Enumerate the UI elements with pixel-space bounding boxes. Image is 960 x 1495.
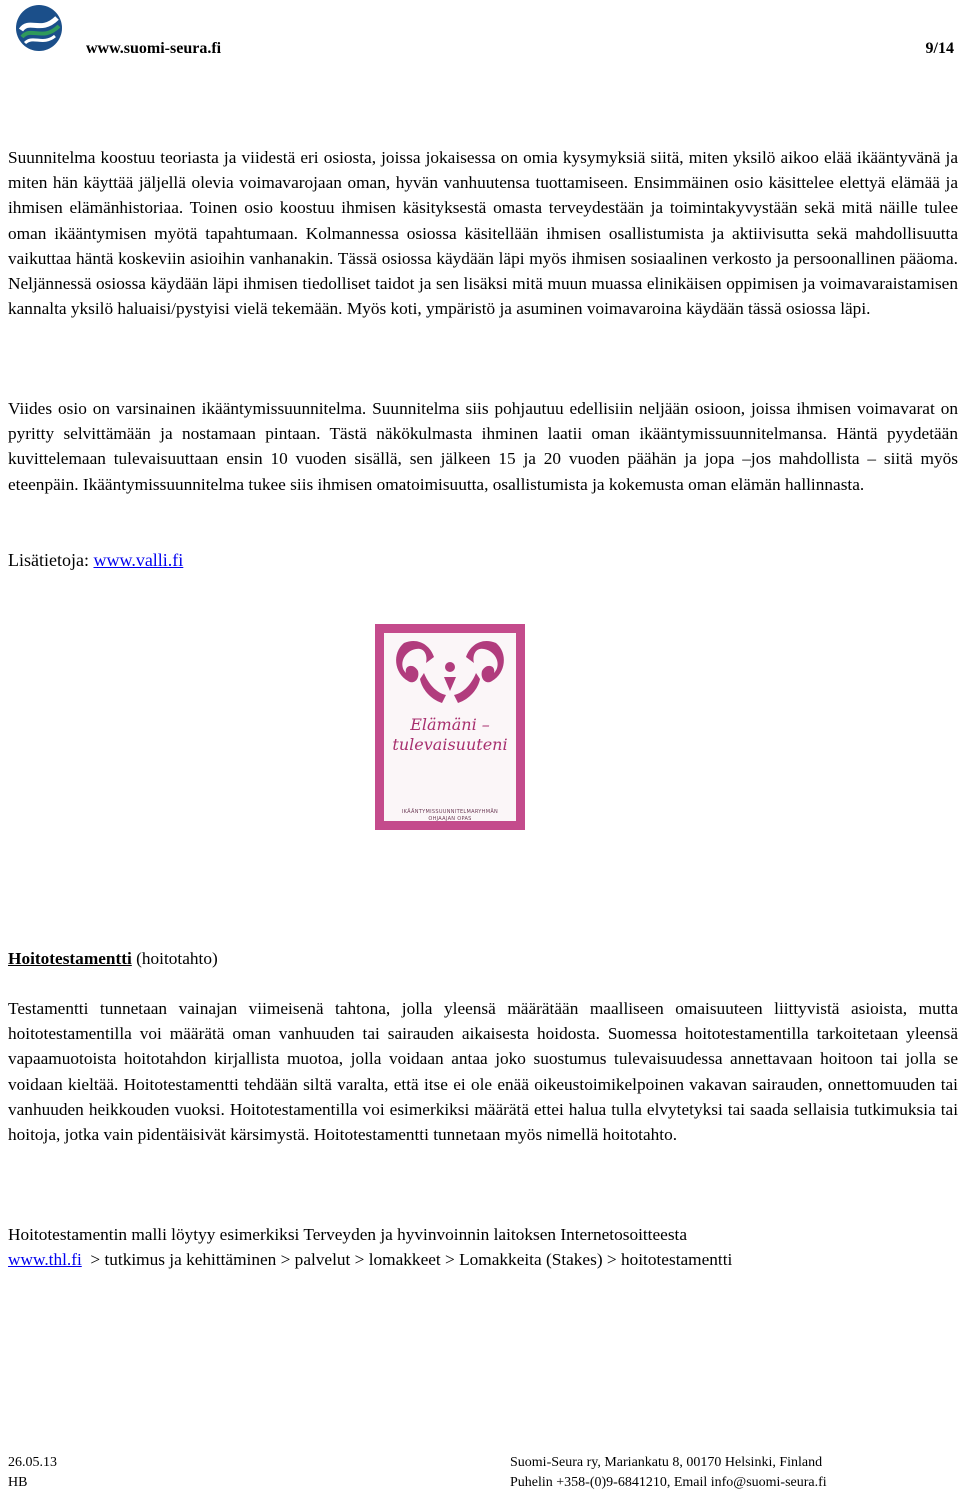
- book-title-line2: tulevaisuuteni: [392, 735, 508, 754]
- book-cover-image: [375, 624, 525, 830]
- plan-paragraph: [8, 396, 958, 497]
- more-info-line: [8, 548, 958, 573]
- footer-initials: HB: [8, 1475, 28, 1490]
- suomi-seura-logo-icon: [15, 4, 63, 52]
- book-title-line1: Elämäni –: [410, 715, 490, 734]
- thl-link[interactable]: www.thl.fi: [8, 1250, 82, 1270]
- book-subtitle-line2: OHJAAJAN OPAS: [428, 816, 472, 822]
- bird-ornament-icon: [384, 633, 516, 713]
- form-location-paragraph: [8, 1222, 958, 1272]
- page-number: 9/14: [925, 40, 954, 57]
- book-subtitle: [384, 809, 516, 823]
- intro-paragraph: [8, 145, 958, 321]
- living-will-paragraph: [8, 996, 958, 1147]
- section-heading: [8, 946, 218, 971]
- form-location-text: Hoitotestamentin malli löytyy esimerkiksi Terveyden ja hyvinvoinnin laitoksen Internetosoitteesta: [8, 1225, 688, 1244]
- valli-link[interactable]: www.valli.fi: [93, 550, 184, 570]
- footer-date: 26.05.13: [8, 1455, 57, 1470]
- page-header: [8, 4, 958, 64]
- heading-bold: Hoitotestamentti: [8, 949, 132, 968]
- header-website-link[interactable]: www.suomi-seura.fi: [86, 40, 222, 57]
- more-info-label: Lisätietoja:: [8, 550, 94, 570]
- book-subtitle-line1: IKÄÄNTYMISSUUNNITELMARYHMÄN: [401, 809, 499, 815]
- plan-text: Viides osio on varsinainen ikääntymissuunnitelma. Suunnitelma siis pohjautuu edellisiin neljään osioon, joissa ihmisen voimavarat on pyritty selvittämään ja nostamaan pintaan. Tästä näkökulmasta ihminen laatii oman ikääntymissuunnitelmansa. Häntä pyydetään kuvittelemaan tulevaisuuttaan ensin 10 vuoden sisällä, sen jälkeen 15 ja 20 vuoden päähän ja jopa –jos mahdollista – siitä myös eteenpäin. Ikääntymissuunnitelma tukee siis ihmisen omatoimisuutta, osallistumista ja kokemusta oman elämän hallinnasta.: [8, 399, 958, 494]
- book-title: [384, 715, 516, 755]
- footer-left: [8, 1453, 57, 1493]
- living-will-text: Testamentti tunnetaan vainajan viimeisenä tahtona, jolla yleensä määrätään maalliseen omaisuuteen liittyvistä asioista, mutta hoitotestamentilla voi määrätä oman vanhuuden tai sairauden aikaisesta hoidosta. Suomessa hoitotestamentilla tarkoitetaan yleensä vapaamuotoista hoitotahdon kirjallista muotoa, jolla voidaan antaa joko suostumus tulevaisuudessa annettavaan hoitoon tai jolla se voidaan kieltää. Hoitotestamentti tehdään siltä varalta, että itse ei ole enää oikeustoimikelpoinen vakavan sairauden, onnettomuuden tai vanhuuden heikkouden vuoksi. Hoitotestamentilla voi esimerkiksi määrätä ettei halua tulla elvytetyksi tai saada sellaisia tutkimuksia tai hoitoja, jotka vain pidentäisivät kärsimystä. Hoitotestamentti tunnetaan myös nimellä hoitotahto.: [8, 999, 958, 1145]
- thl-path: > tutkimus ja kehittäminen > palvelut > lomakkeet > Lomakkeita (Stakes) > hoitotestamentti: [81, 1250, 733, 1270]
- intro-text: Suunnitelma koostuu teoriasta ja viidestä eri osiosta, joissa jokaisessa on omia kysymyksiä siitä, miten yksilö aikoo elää ikääntyvänä ja miten hän käyttää jäljellä olevia voimavarojaan oman, hyvän vanhuutensa tuottamiseen. Ensimmäinen osio käsittelee elettyä elämää ja ihmisen elämänhistoriaa. Toinen osio koostuu ihmisen käsityksestä omasta terveydestään ja toimintakyvystään sekä mitä näille tulee oman ikääntymisen myötä tapahtumaan. Kolmannessa osiossa käsitellään ihmisen osallistumista ja aktiivisutta sekä mahdollisuutta vaikuttaa häntä koskeviin asioihin vanhanakin. Tässä osiossa käydään läpi myös ihmisen sosiaalinen verkosto ja persoonallinen pääoma. Neljännessä osiossa käydään läpi ihmisen tiedolliset taidot ja sen lisäksi mitä muun muassa elinikäisen oppimisen ja voimavaraistamisen kannalta yksilö haluaisi/pystyisi vielä tekemään. Myös koti, ympäristö ja asuminen voimavaroina käydään tässä osiossa läpi.: [8, 148, 958, 319]
- book-cover-inner: [384, 633, 516, 821]
- heading-rest: (hoitotahto): [131, 949, 218, 968]
- footer-address: Suomi-Seura ry, Mariankatu 8, 00170 Helsinki, Finland: [510, 1455, 823, 1470]
- footer-contact: Puhelin +358-(0)9-6841210, Email info@suomi-seura.fi: [510, 1475, 827, 1490]
- footer-right: [510, 1453, 827, 1493]
